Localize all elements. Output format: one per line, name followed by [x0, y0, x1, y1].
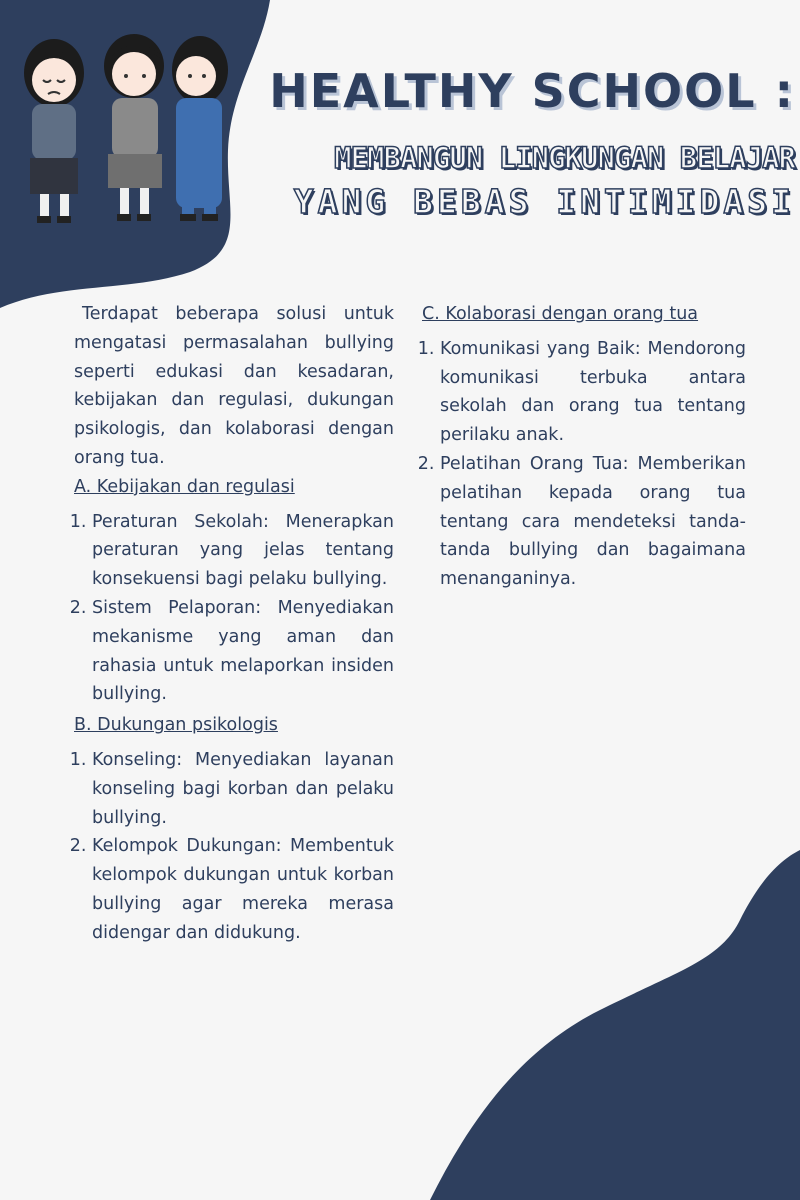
- section-b-list: [74, 746, 394, 948]
- list-item: 2. Pelatihan Orang Tua: Memberikan pelatihan kepada orang tua tentang cara mendeteksi tanda-tanda bullying dan bagaimana menanganinya.: [440, 450, 746, 594]
- page-subtitle-line2: YANG BEBAS INTIMIDASI: [293, 182, 795, 221]
- section-a-list: [74, 508, 394, 710]
- right-column: [422, 300, 746, 594]
- page-subtitle-line1: MEMBANGUN LINGKUNGAN BELAJAR: [334, 141, 795, 175]
- section-heading-b: B. Dukungan psikologis: [74, 715, 278, 736]
- section-heading-c: C. Kolaborasi dengan orang tua: [422, 304, 699, 324]
- sad-girl-figure: [24, 39, 84, 223]
- list-item: 2. Kelompok Dukungan: Membentuk kelompok dukungan untuk korban bullying agar mereka merasa didengar dan didukung.: [92, 832, 394, 947]
- section-c-list: [422, 335, 746, 594]
- students-illustration: [10, 18, 240, 233]
- list-item: 1. Peraturan Sekolah: Menerapkan peraturan yang jelas tentang konsekuensi bagi pelaku bullying.: [92, 508, 394, 594]
- intro-paragraph: Terdapat beberapa solusi untuk mengatasi permasalahan bullying seperti edukasi dan kesadaran, kebijakan dan regulasi, dukungan psikologis, dan kolaborasi dengan orang tua.: [74, 304, 394, 468]
- list-item: 2. Sistem Pelaporan: Menyediakan mekanisme yang aman dan rahasia untuk melaporkan insiden bullying.: [92, 594, 394, 709]
- list-item: 1. Konseling: Menyediakan layanan konseling bagi korban dan pelaku bullying.: [92, 746, 394, 832]
- page-title: HEALTHY SCHOOL :: [269, 64, 795, 118]
- list-item: 1. Komunikasi yang Baik: Mendorong komunikasi terbuka antara sekolah dan orang tua tentang perilaku anak.: [440, 335, 746, 450]
- left-column: [74, 300, 394, 948]
- whispering-girl-figure: [104, 34, 164, 221]
- title-block: [240, 60, 795, 224]
- section-heading-a: A. Kebijakan dan regulasi: [74, 476, 295, 497]
- blue-girl-figure: [172, 36, 228, 221]
